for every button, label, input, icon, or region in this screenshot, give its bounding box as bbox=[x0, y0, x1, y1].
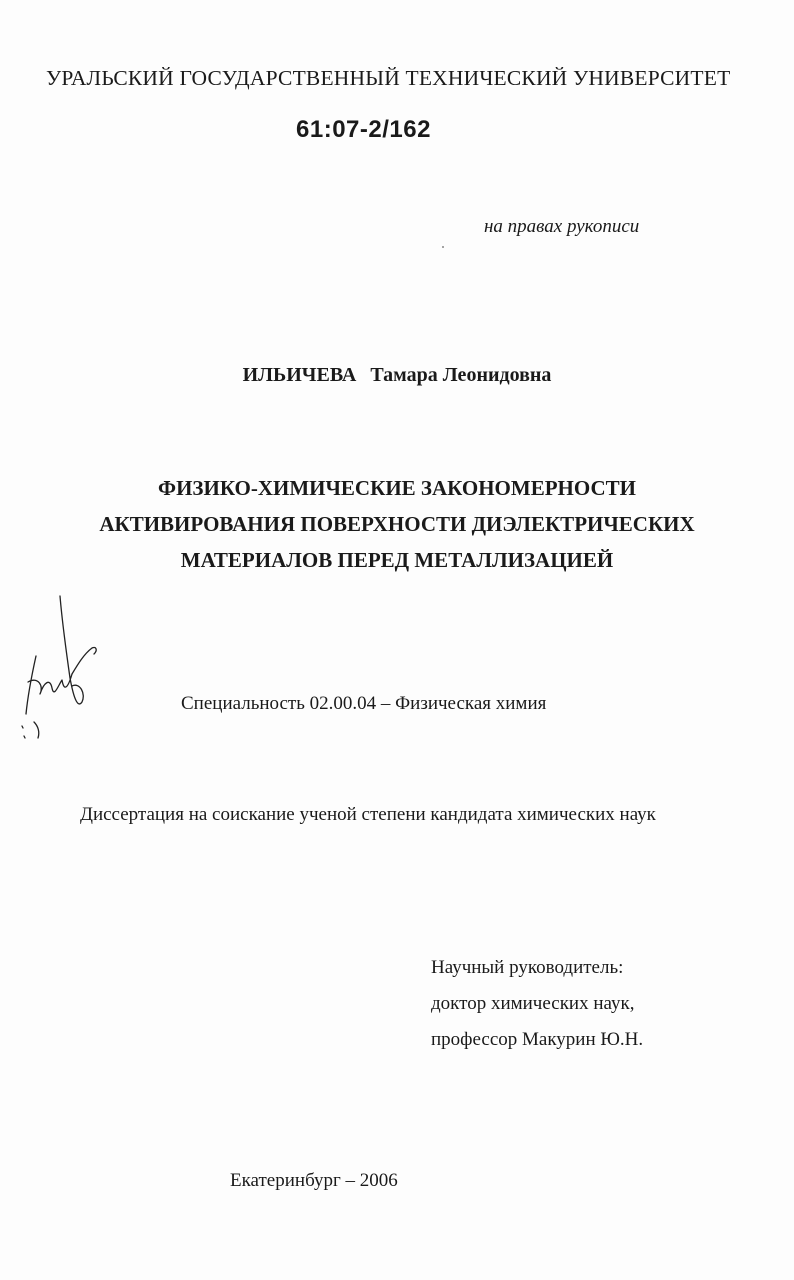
author-name bbox=[0, 364, 794, 387]
signature-stroke bbox=[60, 596, 83, 704]
specialty: Специальность 02.00.04 – Физическая химия bbox=[181, 693, 547, 714]
supervisor-line: доктор химических наук, bbox=[431, 993, 635, 1014]
degree-statement: Диссертация на соискание ученой степени кандидата химических наук bbox=[80, 804, 656, 825]
manuscript-note: на правах рукописи bbox=[484, 216, 640, 237]
dissertation-title bbox=[0, 470, 794, 578]
title-line: АКТИВИРОВАНИЯ ПОВЕРХНОСТИ ДИЭЛЕКТРИЧЕСКИХ bbox=[99, 512, 695, 536]
title-line: ФИЗИКО-ХИМИЧЕСКИЕ ЗАКОНОМЕРНОСТИ bbox=[158, 476, 636, 500]
author-given-names: Тамара Леонидовна bbox=[370, 364, 552, 386]
title-line: МАТЕРИАЛОВ ПЕРЕД МЕТАЛЛИЗАЦИЕЙ bbox=[180, 548, 614, 572]
signature-stroke bbox=[22, 726, 23, 728]
signature-stroke bbox=[72, 647, 96, 674]
city-year: Екатеринбург – 2006 bbox=[230, 1170, 398, 1191]
catalog-number: 61:07-2/162 bbox=[296, 116, 431, 143]
handwritten-signature bbox=[14, 590, 104, 750]
scan-speck bbox=[442, 246, 444, 248]
supervisor-line: профессор Макурин Ю.Н. bbox=[431, 1029, 644, 1050]
supervisor-line: Научный руководитель: bbox=[431, 957, 624, 978]
signature-stroke bbox=[34, 722, 39, 738]
signature-stroke bbox=[28, 674, 72, 694]
university-name: УРАЛЬСКИЙ ГОСУДАРСТВЕННЫЙ ТЕХНИЧЕСКИЙ УНИВЕРСИТЕТ bbox=[46, 66, 731, 90]
author-surname: ИЛЬИЧЕВА bbox=[242, 364, 357, 386]
signature-stroke bbox=[26, 656, 36, 714]
supervisor-block bbox=[431, 950, 643, 1058]
signature-stroke bbox=[24, 736, 25, 738]
